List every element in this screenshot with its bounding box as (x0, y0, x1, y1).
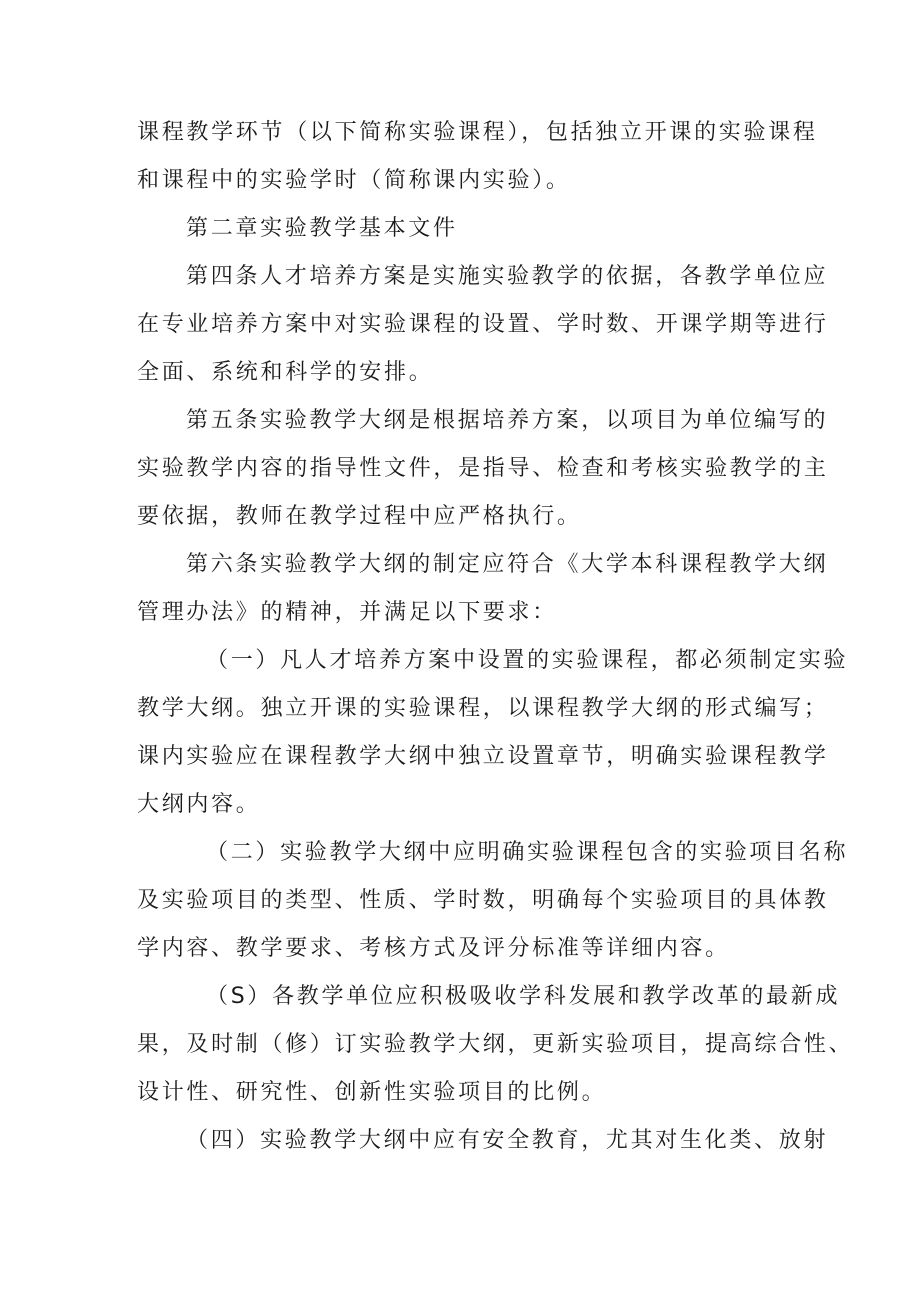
body-text-line: 教学大纲。独立开课的实验课程，以课程教学大纲的形式编写； (137, 696, 829, 721)
article-6-first-line: 第六条实验教学大纲的制定应符合《大学本科课程教学大纲 (186, 552, 829, 577)
body-text-line: 要依据，教师在教学过程中应严格执行。 (137, 504, 582, 529)
body-text-line: 及实验项目的类型、性质、学时数，明确每个实验项目的具体教 (137, 888, 829, 913)
chapter-heading: 第二章实验教学基本文件 (186, 216, 458, 241)
clause-1-first-line: （一）凡人才培养方案中设置的实验课程，都必须制定实验 (206, 648, 849, 673)
article-5-first-line: 第五条实验教学大纲是根据培养方案，以项目为单位编写的 (186, 408, 829, 433)
body-text-line: 课程教学环节（以下简称实验课程），包括独立开课的实验课程 (137, 120, 818, 145)
clause-3-first-line: （S）各教学单位应积极吸收学科发展和教学改革的最新成 (206, 984, 841, 1009)
body-text-line: 设计性、研究性、创新性实验项目的比例。 (137, 1080, 607, 1105)
body-text-line: 学内容、教学要求、考核方式及评分标准等详细内容。 (137, 936, 730, 961)
clause-4-first-line: （四）实验教学大纲中应有安全教育，尤其对生化类、放射 (186, 1128, 829, 1153)
body-text-line: 和课程中的实验学时（简称课内实验）。 (137, 168, 571, 193)
body-text-line: 果，及时制（修）订实验教学大纲，更新实验项目，提高综合性、 (137, 1032, 854, 1057)
body-text-line: 实验教学内容的指导性文件，是指导、检查和考核实验教学的主 (137, 456, 829, 481)
body-text-line: 课内实验应在课程教学大纲中独立设置章节，明确实验课程教学 (137, 744, 829, 769)
body-text-line: 管理办法》的精神，并满足以下要求： (137, 600, 557, 625)
body-text-line: 大纲内容。 (137, 792, 261, 817)
body-text-line: 全面、系统和科学的安排。 (137, 360, 434, 385)
article-4-first-line: 第四条人才培养方案是实施实验教学的依据，各教学单位应 (186, 264, 829, 289)
body-text-line: 在专业培养方案中对实验课程的设置、学时数、开课学期等进行 (137, 312, 829, 337)
clause-2-first-line: （二）实验教学大纲中应明确实验课程包含的实验项目名称 (206, 840, 849, 865)
